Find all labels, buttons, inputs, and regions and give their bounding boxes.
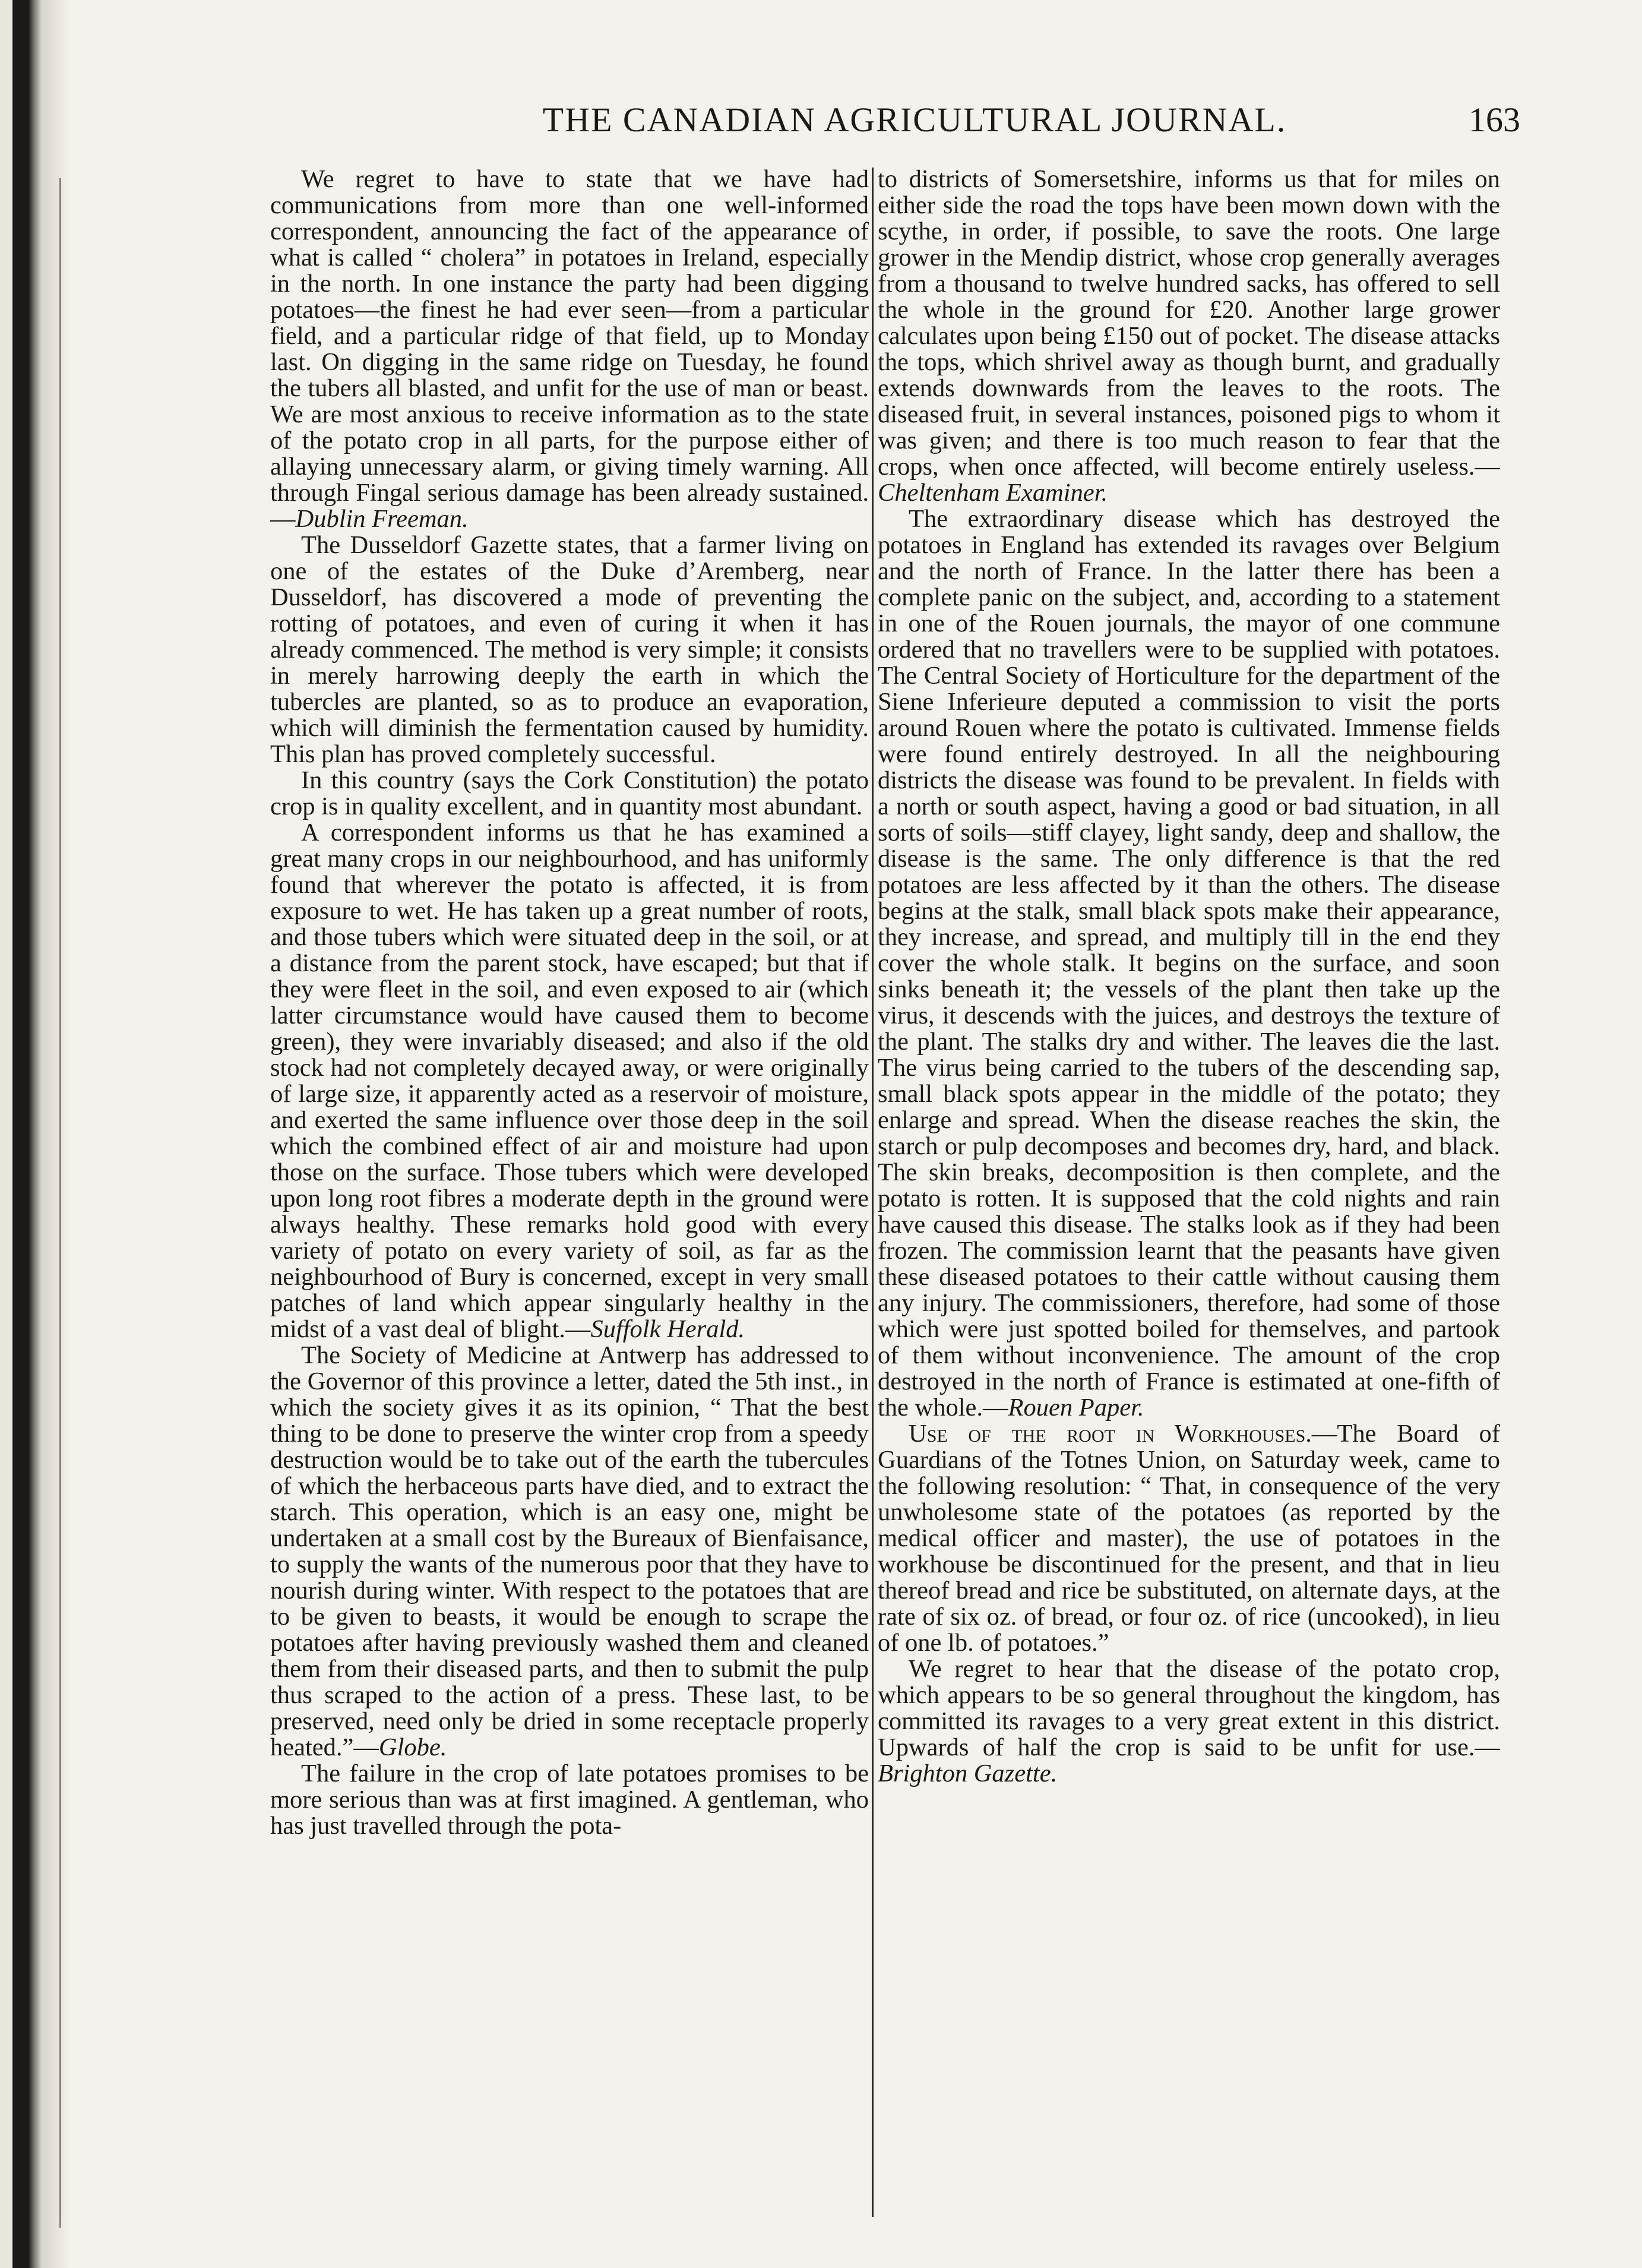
- paragraph-text: to districts of Somersetshire, informs us that for miles on either side the road the tops have been mown down with the scythe, in order, if possible, to save the roots. One large grower in the Mendip district, whose crop generally averages from a thousand to twelve hundred sacks, has offered to sell the whole in the ground for £20. Another large grower calculates upon being £150 out of pocket. The disease attacks the tops, which shrivel away as though burnt, and gradually extends downwards from the leaves to the roots. The diseased fruit, in several instances, poisoned pigs to whom it was given; and there is too much reason to fear that the crops, when once affected, will become entirely useless.—: [878, 166, 1500, 481]
- paragraph-text: The Dusseldorf Gazette states, that a farmer living on one of the estates of the Duke d’Aremberg, near Dusseldorf, has discovered a mode of preventing the rotting of potatoes, and even of curing it when it has already commenced. The method is very simple; it consists in merely harrowing deeply the earth in which the tubercles are planted, so as to produce an evaporation, which will diminish the fermentation caused by humidity. This plan has proved completely successful.: [270, 531, 869, 768]
- paragraph-text: The Society of Medicine at Antwerp has addressed to the Governor of this province a letter, dated the 5th inst., in which the society gives it as its opinion, “ That the best thing to be done to preserve the winter crop from a speedy destruction would be to take out of the earth the tubercules of which the herbaceous parts have died, and to extract the starch. This operation, which is an easy one, might be undertaken at a small cost by the Bureaux of Bienfaisance, to supply the wants of the numerous poor that they have to nourish during winter. With respect to the potatoes that are to be given to beasts, it would be enough to scrape the potatoes after having previously washed them and cleaned them from their diseased parts, and then to submit the pulp thus scraped to the action of a press. These last, to be preserved, need only be dried in some receptacle properly heated.”—: [270, 1341, 869, 1761]
- paragraph-text: A correspondent informs us that he has examined a great many crops in our neighbourhood, and has uniformly found that wherever the potato is affected, it is from exposure to wet. He has taken up a great number of roots, and those tubers which were situated deep in the soil, or at a distance from the parent stock, have escaped; but that if they were fleet in the soil, and even exposed to air (which latter circumstance would have caused them to become green), they were invariably diseased; and also if the old stock had not completely decayed away, or were originally of large size, it apparently acted as a reservoir of moisture, and exerted the same influence over those deep in the soil which the combined effect of air and moisture had upon those on the surface. Those tubers which were developed upon long root fibres a moderate depth in the ground were always healthy. These remarks hold good with every variety of potato on every variety of soil, as far as the neighbourhood of Bury is concerned, except in very small patches of land which appear singularly healthy in the midst of a vast deal of blight.—: [270, 819, 869, 1343]
- article-paragraph: [878, 506, 1500, 1421]
- running-title: THE CANADIAN AGRICULTURAL JOURNAL.: [542, 100, 1287, 139]
- article-paragraph-continued: [878, 166, 1500, 506]
- source-citation: Suffolk Herald.: [590, 1315, 745, 1343]
- paragraph-text: In this country (says the Cork Constitution) the potato crop is in quality excellent, and in quantity most abundant.: [270, 766, 869, 820]
- paragraph-text: We regret to have to state that we have had communications from more than one well-informed correspondent, announcing the fact of the appearance of what is called “ cholera” in potatoes in Ireland, especially in the north. In one instance the party had been digging potatoes—the finest he had ever seen—from a particular field, and a particular ridge of that field, up to Monday last. On digging in the same ridge on Tuesday, he found the tubers all blasted, and unfit for the use of man or beast. We are most anxious to receive information as to the state of the potato crop in all parts, for the purpose either of allaying unnecessary alarm, or giving timely warning. All through Fingal serious damage has been already sustained.—: [270, 166, 869, 533]
- article-paragraph: [270, 532, 869, 767]
- page-header: [273, 100, 1520, 159]
- article-paragraph: [270, 820, 869, 1343]
- column-divider: [872, 168, 874, 2217]
- source-citation: Cheltenham Examiner.: [878, 479, 1108, 507]
- right-column: [878, 166, 1500, 2228]
- article-paragraph: [878, 1656, 1500, 1787]
- page-number: 163: [1469, 100, 1520, 139]
- source-citation: Brighton Gazette.: [878, 1760, 1058, 1787]
- source-citation: Rouen Paper.: [1008, 1394, 1144, 1422]
- article-paragraph: [270, 166, 869, 532]
- gutter-rule: [59, 178, 61, 2228]
- source-citation: Dublin Freeman.: [295, 505, 469, 533]
- left-column: [270, 166, 869, 2228]
- article-paragraph: [878, 1421, 1500, 1656]
- paragraph-text: The extraordinary disease which has destroyed the potatoes in England has extended its ravages over Belgium and the north of France. In the latter there has been a complete panic on the subject, and, according to a statement in one of the Rouen journals, the mayor of one commune ordered that no travellers were to be supplied with potatoes. The Central Society of Horticulture for the department of the Siene Inferieure deputed a commission to visit the ports around Rouen where the potato is cultivated. Immense fields were found entirely destroyed. In all the neighbouring districts the disease was found to be prevalent. In fields with a north or south aspect, having a good or bad situation, in all sorts of soils—stiff clayey, light sandy, deep and shallow, the disease is the same. The only difference is that the red potatoes are less affected by it than the others. The disease begins at the stalk, small black spots make their appearance, they increase, and spread, and multiply till in the end they cover the whole stalk. It begins on the surface, and soon sinks beneath it; the vessels of the plant then take up the virus, it descends with the juices, and destroys the texture of the plant. The stalks dry and wither. The leaves die the last. The virus being carried to the tubers of the descending sap, small black spots appear in the middle of the potato; they enlarge and spread. When the disease reaches the skin, the starch or pulp decomposes and becomes dry, hard, and black. The skin breaks, decomposition is then complete, and the potato is rotten. It is supposed that the cold nights and rain have caused this disease. The stalks look as if they had been frozen. The commission learnt that the peasants have given these diseased potatoes to their cattle without causing them any injury. The commissioners, therefore, had some of those which were just spotted boiled for themselves, and partook of them without inconvenience. The amount of the crop destroyed in the north of France is estimated at one-fifth of the whole.—: [878, 505, 1500, 1422]
- article-paragraph: [270, 1761, 869, 1839]
- source-citation: Globe.: [378, 1733, 447, 1761]
- paragraph-text: —The Board of Guardians of the Totnes Union, on Saturday week, came to the following resolution: “ That, in consequence of the very unwholesome state of the potatoes (as reported by the medical officer and master), the use of potatoes in the workhouse be discontinued for the present, and that in lieu thereof bread and rice be substituted, on alternate days, at the rate of six oz. of bread, or four oz. of rice (uncooked), in lieu of one lb. of potatoes.”: [878, 1420, 1500, 1657]
- paragraph-text: We regret to hear that the disease of the potato crop, which appears to be so general throughout the kingdom, has committed its ravages to a very great extent in this district. Upwards of half the crop is said to be unfit for use.—: [878, 1655, 1500, 1761]
- paragraph-text: The failure in the crop of late potatoes promises to be more serious than was at first imagined. A gentleman, who has just travelled through the pota-: [270, 1760, 869, 1840]
- article-paragraph: [270, 767, 869, 820]
- section-lead-heading: Use of the root in Workhouses.: [909, 1420, 1312, 1448]
- article-paragraph: [270, 1343, 869, 1761]
